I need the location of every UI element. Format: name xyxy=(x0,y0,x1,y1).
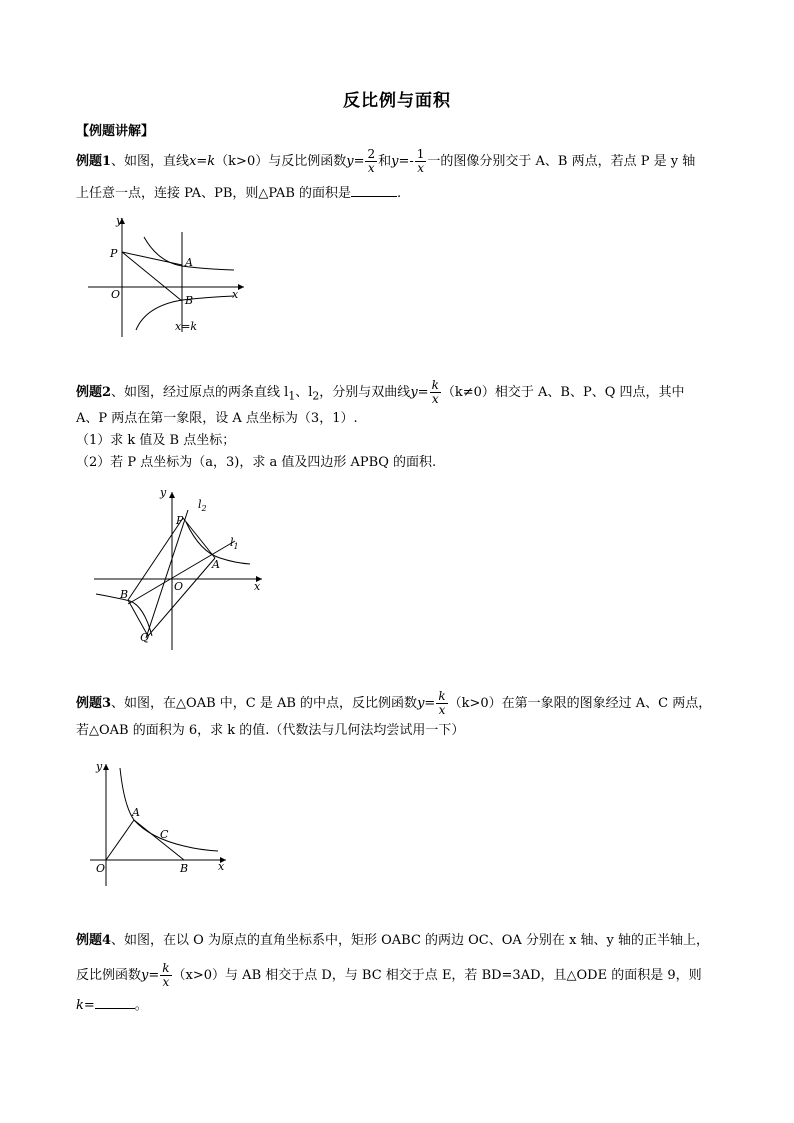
ex2-text-b: 、l xyxy=(295,385,313,400)
ex3-line2: 若△OAB 的面积为 6，求 k 的值.（代数法与几何法均尝试用一下） xyxy=(76,723,465,738)
ex4-end: 。 xyxy=(134,998,148,1013)
ex1-fig-xk: x=k xyxy=(175,320,198,333)
ex2-question-1: （1）求 k 值及 B 点坐标； xyxy=(76,433,236,448)
ex3-fig-O: O xyxy=(96,862,106,875)
ex1-fraction-2: $\frac{1}{x}$ xyxy=(416,147,425,175)
ex1-fig-O: O xyxy=(111,288,121,301)
ex4-line2 xyxy=(76,962,702,989)
ex2-fig-l2: $l_2$ xyxy=(198,498,207,513)
ex3-text-b: （k>0）在第一象限的图象经过 A、C 两点， xyxy=(448,696,712,711)
ex2-fig-A: A xyxy=(212,558,220,571)
ex1-line2 xyxy=(76,184,401,203)
ex4-fraction: $\frac{k}{x}$ xyxy=(162,961,170,989)
ex4-yeq: y= xyxy=(141,968,160,983)
ex3-line1 xyxy=(76,690,711,717)
ex2-line1 xyxy=(76,379,685,406)
ex1-text-b: 一的图像分别交于 A、B 两点，若点 P 是 y 轴 xyxy=(427,154,696,169)
ex2-fig-P: P xyxy=(176,514,184,527)
ex1-fraction-1: $\frac{2}{x}$ xyxy=(367,147,376,175)
ex1-figure xyxy=(84,212,254,342)
ex4-line3 xyxy=(76,996,148,1015)
ex2-text-c: ，分别与双曲线 xyxy=(319,385,411,400)
ex3-fig-A: A xyxy=(132,806,140,819)
ex4-text-a: 反比例函数 xyxy=(76,968,142,983)
ex4-answer-blank xyxy=(95,996,135,1009)
ex2-yeq: y= xyxy=(410,385,429,400)
ex2-fig-B: B xyxy=(120,588,129,601)
ex2-fig-O: O xyxy=(174,580,184,593)
ex1-fig-y: y xyxy=(116,214,123,227)
section-label: 【例题讲解】 xyxy=(76,124,155,139)
ex2-question-2: （2）若 P 点坐标为（a，3)，求 a 值及四边形 APBQ 的面积. xyxy=(76,455,437,470)
ex2-sub1: 1 xyxy=(288,389,296,403)
ex3-fig-B: B xyxy=(180,862,189,875)
ex4-k-label: k= xyxy=(76,998,95,1013)
ex1-eq-line: x=k xyxy=(189,154,216,169)
ex4-label: 例题4 xyxy=(76,933,112,948)
ex2-sub2: 2 xyxy=(312,389,320,403)
ex1-yeq2: y=- xyxy=(391,154,414,169)
ex1-text-line2: 上任意一点，连接 PA、PB，则△PAB 的面积是 xyxy=(76,186,351,201)
ex4-text-b: （x>0）与 AB 相交于点 D，与 BC 相交于点 E，若 BD=3AD，且△ODE 的面积是 9，则 xyxy=(172,968,702,983)
ex3-fraction: $\frac{k}{x}$ xyxy=(438,689,446,717)
ex1-fig-B: B xyxy=(185,294,194,307)
ex2-label: 例题2 xyxy=(76,385,112,400)
ex4-text-line1: 、如图，在以 O 为原点的直角坐标系中，矩形 OABC 的两边 OC、OA 分别在 x 轴、y 轴的正半轴上， xyxy=(111,933,710,948)
ex1-cond: （k>0）与反比例函数 xyxy=(215,154,347,169)
ex3-figure xyxy=(88,758,248,888)
ex1-yeq: y= xyxy=(346,154,365,169)
page-title: 反比例与面积 xyxy=(343,91,451,111)
ex1-line2-end: . xyxy=(397,186,402,201)
ex3-fig-y: y xyxy=(96,760,103,773)
ex4-line1 xyxy=(76,932,709,950)
ex1-fig-P: P xyxy=(110,247,118,260)
ex1-label: 例题1 xyxy=(76,154,112,169)
ex1-and: 和 xyxy=(378,154,392,169)
ex2-fig-y: y xyxy=(160,486,167,499)
ex2-fig-x: x xyxy=(254,580,261,593)
ex2-fraction: $\frac{k}{x}$ xyxy=(431,378,439,406)
ex1-answer-blank xyxy=(351,184,397,197)
ex3-yeq: y= xyxy=(417,696,436,711)
ex2-figure xyxy=(90,486,270,656)
ex3-text-a: 、如图，在△OAB 中，C 是 AB 的中点，反比例函数 xyxy=(111,696,418,711)
ex3-label: 例题3 xyxy=(76,696,112,711)
ex2-fig-l1: $l_1$ xyxy=(230,536,239,551)
ex1-fig-x: x xyxy=(232,288,239,301)
ex2-text-d: （k≠0）相交于 A、B、P、Q 四点，其中 xyxy=(441,385,685,400)
ex2-line2: A、P 两点在第一象限，设 A 点坐标为（3，1）. xyxy=(76,411,358,426)
ex1-fig-A: A xyxy=(185,256,193,269)
ex1-text-a: 、如图，直线 xyxy=(111,154,190,169)
ex3-fig-x: x xyxy=(218,860,225,873)
ex2-text-a: 、如图，经过原点的两条直线 l xyxy=(111,385,289,400)
ex3-fig-C: C xyxy=(160,828,169,841)
ex1-line1 xyxy=(76,148,695,175)
ex2-fig-Q: Q xyxy=(140,631,150,644)
